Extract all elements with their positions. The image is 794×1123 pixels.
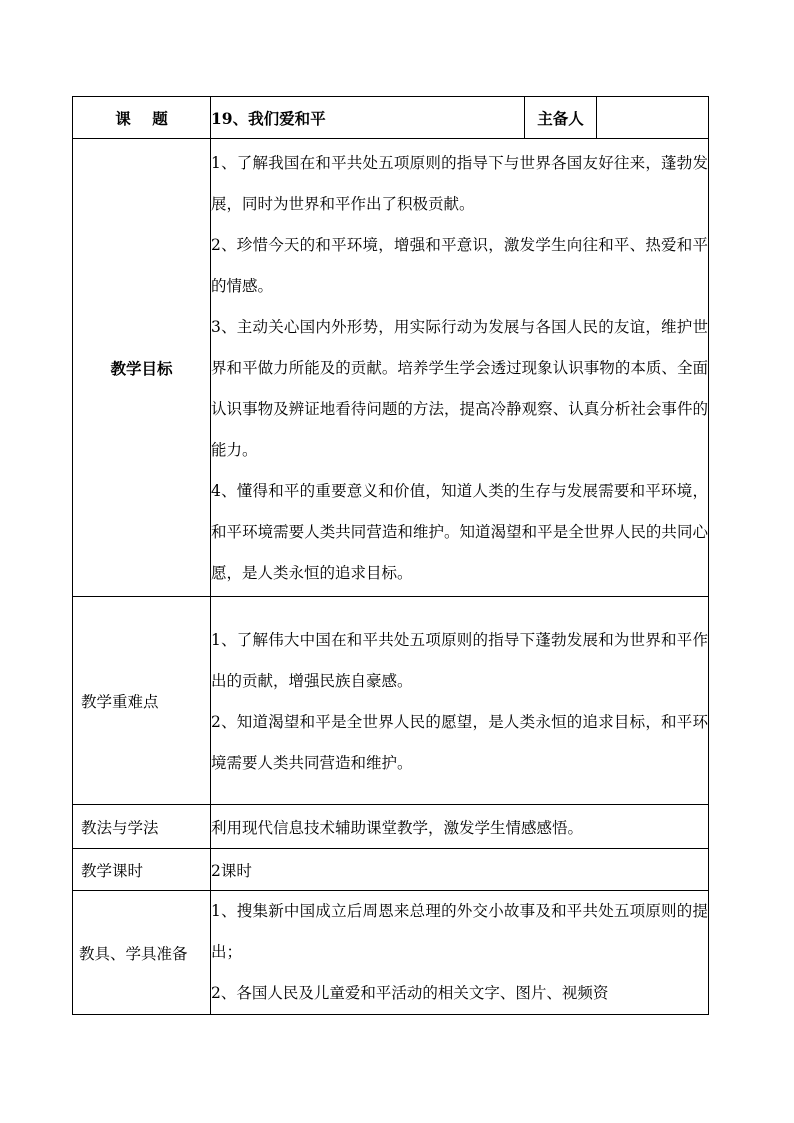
objectives-row (73, 139, 709, 597)
materials-label: 教具、学具准备 (73, 891, 211, 1015)
materials-content (211, 891, 709, 1015)
objectives-label: 教学目标 (73, 139, 211, 597)
topic-label: 课 题 (73, 97, 211, 139)
lesson-plan-table (72, 96, 709, 1015)
hours-label: 教学课时 (73, 849, 211, 891)
preparer-value (597, 97, 709, 139)
topic-value: 19、我们爱和平 (211, 97, 525, 139)
key-points-content (211, 597, 709, 805)
topic-row (73, 97, 709, 139)
objectives-content (211, 139, 709, 597)
methods-label: 教法与学法 (73, 805, 211, 849)
methods-value: 利用现代信息技术辅助课堂教学，激发学生情感感悟。 (211, 805, 709, 849)
key-point-item-1: 1、了解伟大中国在和平共处五项原则的指导下蓬勃发展和为世界和平作出的贡献，增强民族自豪感。 (211, 630, 708, 690)
materials-row (73, 891, 709, 1015)
key-points-label: 教学重难点 (73, 597, 211, 805)
hours-value: 2课时 (211, 849, 709, 891)
objective-item-1: 1、了解我国在和平共处五项原则的指导下与世界各国友好往来，蓬勃发展，同时为世界和平作出了积极贡献。 (211, 154, 708, 213)
preparer-label: 主备人 (525, 97, 597, 139)
hours-row (73, 849, 709, 891)
material-item-2: 2、各国人民及儿童爱和平活动的相关文字、图片、视频资 (211, 984, 609, 1002)
methods-row (73, 805, 709, 849)
objective-item-3: 3、主动关心国内外形势，用实际行动为发展与各国人民的友谊，维护世界和平做力所能及的贡献。培养学生学会透过现象认识事物的本质、全面认识事物及辨证地看待问题的方法，提高冷静观察、认真分析社会事件的能力。 (211, 318, 708, 459)
material-item-1: 1、搜集新中国成立后周恩来总理的外交小故事及和平共处五项原则的提出； (211, 902, 708, 961)
key-point-item-2: 2、知道渴望和平是全世界人民的愿望，是人类永恒的追求目标，和平环境需要人类共同营造和维护。 (211, 712, 708, 772)
objective-item-2: 2、珍惜今天的和平环境，增强和平意识，激发学生向往和平、热爱和平的情感。 (211, 236, 708, 295)
key-points-row (73, 597, 709, 805)
objective-item-4: 4、懂得和平的重要意义和价值，知道人类的生存与发展需要和平环境，和平环境需要人类共同营造和维护。知道渴望和平是全世界人民的共同心愿，是人类永恒的追求目标。 (211, 482, 708, 582)
